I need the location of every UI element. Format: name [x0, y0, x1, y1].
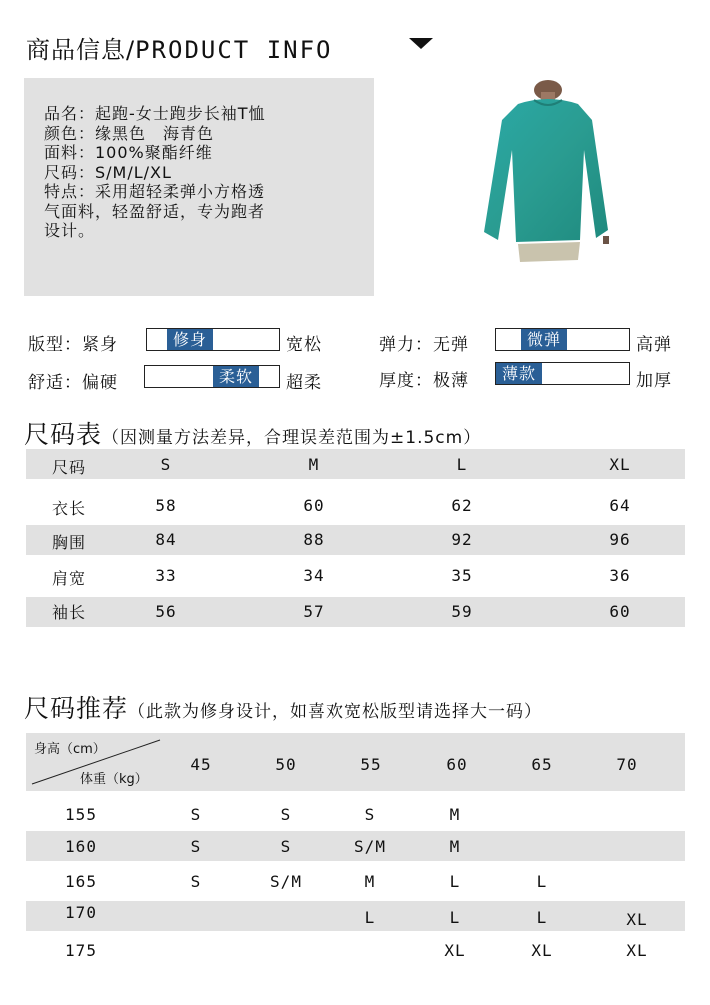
header-cell: 尺码 [51, 458, 86, 477]
size-chart-heading: 尺码表 [24, 420, 103, 449]
table-row [26, 597, 685, 627]
size-cell: S [190, 837, 202, 856]
size-cell: S [280, 805, 292, 824]
elasticity-right: 高弹 [636, 335, 672, 355]
table-row [26, 901, 685, 931]
size-cell: S [364, 805, 376, 824]
table-cell: 57 [303, 602, 325, 621]
table-cell: 58 [155, 496, 177, 515]
elasticity-selected: 微弹 [521, 329, 567, 350]
thickness-selected: 薄款 [496, 363, 542, 384]
table-cell: 35 [451, 566, 473, 585]
table-cell: 36 [609, 566, 631, 585]
title-en: PRODUCT INFO [135, 36, 333, 64]
fit-scale-left [147, 329, 167, 350]
table-cell: 33 [155, 566, 177, 585]
weight-cell: 65 [531, 755, 553, 774]
product-info-text [44, 104, 266, 241]
size-cell: S [190, 872, 202, 891]
size-cell: XL [626, 910, 648, 929]
height-cell: 165 [65, 872, 97, 891]
table-cell: 59 [451, 602, 473, 621]
table-row [26, 561, 685, 591]
row-label: 衣长 [51, 499, 86, 518]
comfort-scale [144, 365, 280, 388]
table-row [26, 867, 685, 897]
size-cell: S/M [354, 837, 386, 856]
info-line-feature-2: 气面料，轻盈舒适，专为跑者 [44, 201, 266, 221]
size-cell: XL [444, 941, 466, 960]
table-cell: 88 [303, 530, 325, 549]
size-cell: L [536, 908, 548, 927]
elasticity-scale-left [496, 329, 521, 350]
corner-height-label: 身高（cm） [34, 742, 106, 757]
comfort-label: 舒适：偏硬 [28, 373, 118, 393]
info-line-feature-1: 特点：采用超轻柔弹小方格透 [44, 182, 266, 201]
fit-selected: 修身 [167, 329, 213, 350]
recommend-title [24, 689, 542, 725]
info-line-fabric: 面料：100%聚酯纤维 [44, 143, 213, 162]
size-cell: S [280, 837, 292, 856]
row-label: 袖长 [51, 603, 86, 622]
size-cell: S/M [270, 872, 302, 891]
header-cell: L [456, 455, 468, 474]
height-cell: 170 [65, 903, 97, 922]
triangle-down-icon [409, 38, 433, 49]
height-cell: 160 [65, 837, 97, 856]
header-cell: M [308, 455, 320, 474]
info-line-name: 品名：起跑-女士跑步长袖T恤 [44, 104, 266, 123]
comfort-right: 超柔 [286, 373, 322, 393]
product-image [468, 80, 620, 265]
table-row [26, 937, 685, 967]
weight-cell: 60 [446, 755, 468, 774]
page-title [26, 30, 332, 65]
size-cell: L [449, 908, 461, 927]
elasticity-scale [495, 328, 630, 351]
size-cell: L [449, 872, 461, 891]
row-label: 肩宽 [51, 569, 86, 588]
weight-cell: 50 [275, 755, 297, 774]
fit-right: 宽松 [286, 335, 322, 355]
corner-weight-label: 体重（kg） [80, 772, 148, 787]
weight-cell: 45 [190, 755, 212, 774]
size-cell: M [449, 837, 461, 856]
weight-cell: 70 [616, 755, 638, 774]
size-cell: L [364, 908, 376, 927]
table-cell: 62 [451, 496, 473, 515]
elasticity-label: 弹力：无弹 [379, 335, 469, 355]
size-table [26, 449, 685, 629]
height-cell: 155 [65, 805, 97, 824]
table-row [26, 799, 685, 829]
size-cell: M [449, 805, 461, 824]
thickness-scale [495, 362, 630, 385]
info-line-size: 尺码：S/M/L/XL [44, 162, 172, 182]
size-chart-title [24, 415, 481, 451]
table-row [26, 491, 685, 521]
thickness-label: 厚度：极薄 [379, 371, 469, 391]
comfort-scale-left [145, 366, 213, 387]
table-row [26, 831, 685, 861]
title-cn: 商品信息/ [26, 36, 136, 64]
size-table-header [26, 449, 685, 479]
table-cell: 84 [155, 530, 177, 549]
table-cell: 34 [303, 566, 325, 585]
size-cell: S [190, 805, 202, 824]
table-cell: 60 [609, 602, 631, 621]
weight-cell: 55 [360, 755, 382, 774]
row-label: 胸围 [51, 533, 86, 552]
table-cell: 92 [451, 530, 473, 549]
size-cell: XL [531, 941, 553, 960]
fit-scale [146, 328, 280, 351]
thickness-right: 加厚 [636, 371, 672, 391]
recommend-heading: 尺码推荐 [24, 694, 129, 723]
recommend-note: （此款为修身设计，如喜欢宽松版型请选择大一码） [128, 702, 543, 722]
info-line-feature-3: 设计。 [44, 221, 96, 240]
height-cell: 175 [65, 941, 97, 960]
size-cell: XL [626, 941, 648, 960]
info-line-color: 颜色：缘黑色 海青色 [44, 123, 215, 143]
table-cell: 56 [155, 602, 177, 621]
table-cell: 60 [303, 496, 325, 515]
size-chart-note: （因测量方法差异，合理误差范围为±1.5cm） [102, 428, 482, 448]
fit-label: 版型：紧身 [28, 335, 118, 355]
size-cell: L [536, 872, 548, 891]
table-row [26, 525, 685, 555]
header-cell: XL [609, 455, 631, 474]
table-cell: 64 [609, 496, 631, 515]
size-cell: M [364, 872, 376, 891]
comfort-selected: 柔软 [213, 366, 259, 387]
table-cell: 96 [609, 530, 631, 549]
header-cell: S [160, 455, 172, 474]
